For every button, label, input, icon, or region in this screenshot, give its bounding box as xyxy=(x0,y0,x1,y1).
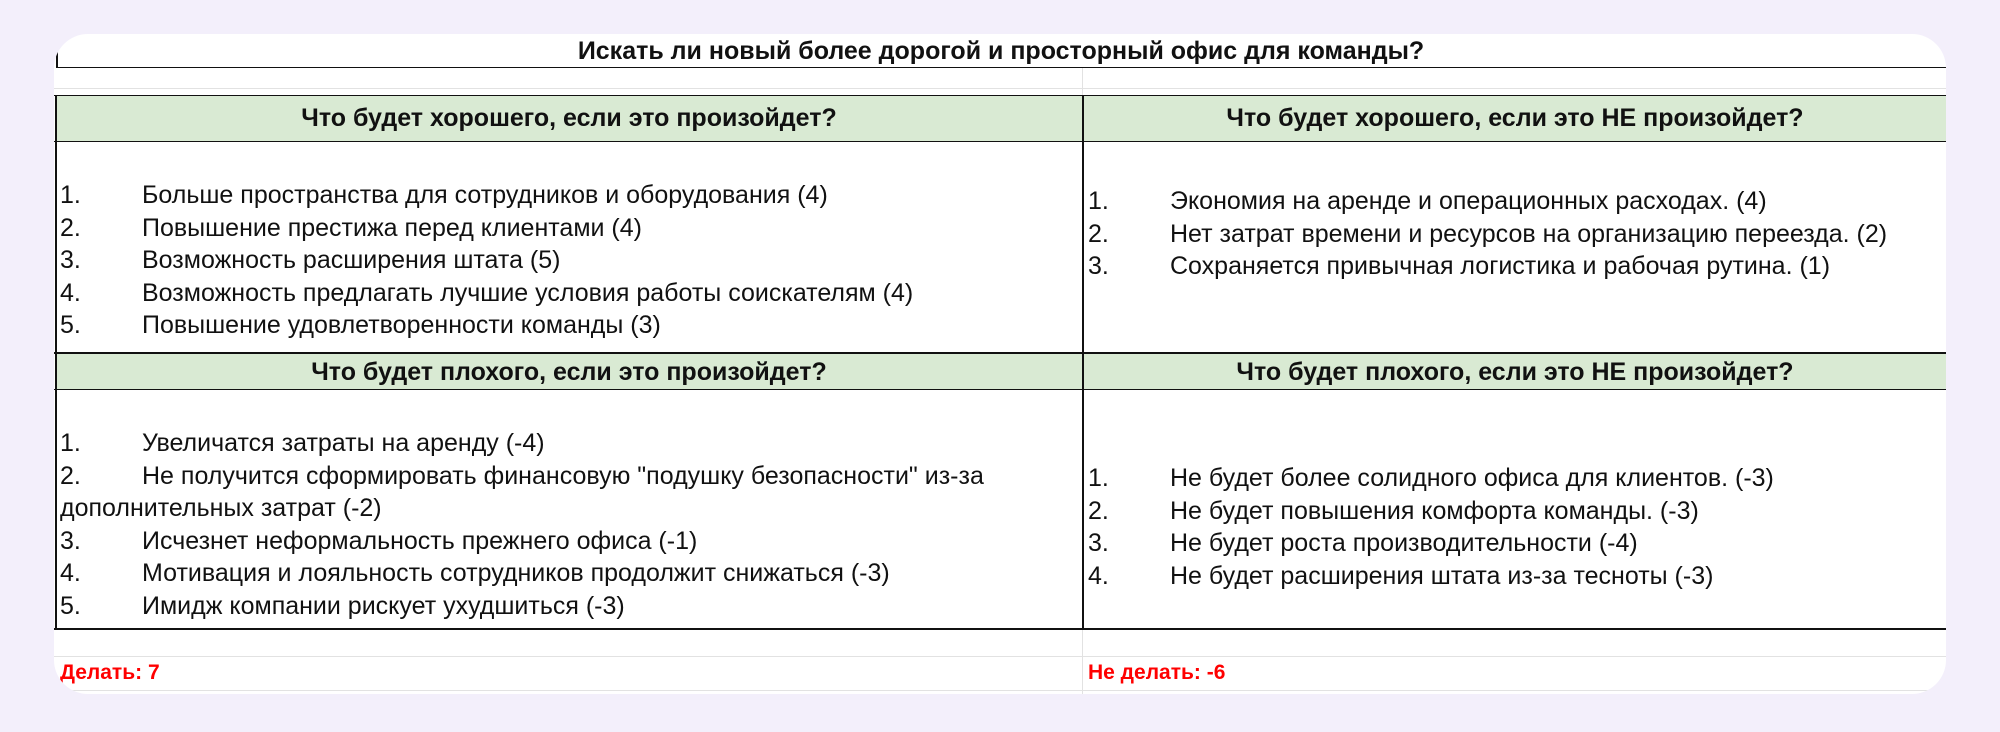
item-number: 2. xyxy=(1088,219,1109,248)
border-line xyxy=(54,141,1946,142)
border-line xyxy=(54,352,1946,354)
header-good-if-no: Что будет хорошего, если это НЕ произойдет? xyxy=(1084,96,1946,141)
list-item xyxy=(1088,218,1944,251)
list-item xyxy=(60,460,1076,525)
item-number: 3. xyxy=(1088,529,1109,557)
list-item xyxy=(1088,495,1944,528)
list-item xyxy=(1088,560,1944,593)
item-text: Не будет повышения комфорта команды. (-3) xyxy=(1170,496,1699,525)
list-item xyxy=(60,244,1076,277)
item-text: Исчезнет неформальность прежнего офиса (-1) xyxy=(142,526,698,555)
total-do: Делать: 7 xyxy=(60,661,160,684)
list-good-if-no xyxy=(1088,185,1944,283)
item-text: Не будет расширения штата из-за тесноты (-3) xyxy=(1170,561,1714,590)
item-text: Не будет роста производительности (-4) xyxy=(1170,529,1638,557)
item-text: Не получится сформировать финансовую "подушку безопасности" из-за дополнительных затрат (-2) xyxy=(60,461,984,522)
list-item xyxy=(1088,250,1944,283)
item-number: 2. xyxy=(1088,496,1109,525)
border-line xyxy=(54,389,1946,390)
total-dont: Не делать: -6 xyxy=(1088,661,1226,684)
item-text: Экономия на аренде и операционных расходах. (4) xyxy=(1170,187,1767,215)
list-item xyxy=(60,277,1076,310)
item-number: 2. xyxy=(60,213,81,242)
item-number: 2. xyxy=(60,461,81,490)
item-text: Мотивация и лояльность сотрудников продолжит снижаться (-3) xyxy=(142,559,890,587)
list-item xyxy=(60,525,1076,558)
list-item xyxy=(60,179,1076,212)
page-title: Искать ли новый более дорогой и просторный офис для команды? xyxy=(577,36,1425,65)
item-number: 1. xyxy=(1088,187,1109,215)
header-bad-if-yes: Что будет плохого, если это произойдет? xyxy=(56,354,1082,390)
list-bad-if-yes xyxy=(60,427,1076,622)
item-number: 3. xyxy=(60,526,81,555)
item-text: Увеличатся затраты на аренду (-4) xyxy=(142,429,545,457)
item-number: 1. xyxy=(60,429,81,457)
header-bad-if-no: Что будет плохого, если это НЕ произойдет? xyxy=(1084,354,1946,390)
list-item xyxy=(60,212,1076,245)
item-number: 4. xyxy=(1088,561,1109,590)
item-text: Сохраняется привычная логистика и рабочая рутина. (1) xyxy=(1170,252,1831,280)
item-number: 5. xyxy=(60,311,81,339)
item-number: 1. xyxy=(1088,464,1109,492)
border-line xyxy=(55,95,57,630)
list-item xyxy=(60,427,1076,460)
list-item xyxy=(1088,462,1944,495)
item-text: Имидж компании рискует ухудшиться (-3) xyxy=(142,591,625,620)
grid-line xyxy=(54,88,1946,89)
item-text: Нет затрат времени и ресурсов на организацию переезда. (2) xyxy=(1170,219,1888,248)
item-number: 1. xyxy=(60,181,81,209)
decision-table xyxy=(54,34,1946,694)
item-number: 5. xyxy=(60,591,81,620)
header-good-if-yes: Что будет хорошего, если это произойдет? xyxy=(56,96,1082,141)
list-bad-if-no xyxy=(1088,462,1944,592)
border-line xyxy=(54,628,1946,630)
list-item xyxy=(1088,185,1944,218)
item-number: 4. xyxy=(60,559,81,587)
list-item xyxy=(60,309,1076,342)
grid-line xyxy=(1082,630,1083,694)
grid-line xyxy=(54,656,1946,657)
item-number: 3. xyxy=(60,246,81,274)
list-item xyxy=(60,557,1076,590)
border-line xyxy=(54,95,1946,96)
item-number: 3. xyxy=(1088,252,1109,280)
grid-line xyxy=(54,690,1946,691)
item-text: Повышение удовлетворенности команды (3) xyxy=(142,311,661,339)
item-text: Возможность предлагать лучшие условия работы соискателям (4) xyxy=(142,278,914,307)
list-good-if-yes xyxy=(60,179,1076,342)
item-text: Больше пространства для сотрудников и оборудования (4) xyxy=(142,181,828,209)
border-line xyxy=(56,34,58,68)
decision-card xyxy=(54,34,1946,694)
border-line xyxy=(1082,95,1084,630)
item-text: Повышение престижа перед клиентами (4) xyxy=(142,213,642,242)
list-item xyxy=(60,590,1076,623)
border-line xyxy=(56,67,1946,68)
item-text: Возможность расширения штата (5) xyxy=(142,246,561,274)
item-number: 4. xyxy=(60,278,81,307)
list-item xyxy=(1088,527,1944,560)
item-text: Не будет более солидного офиса для клиентов. (-3) xyxy=(1170,464,1774,492)
